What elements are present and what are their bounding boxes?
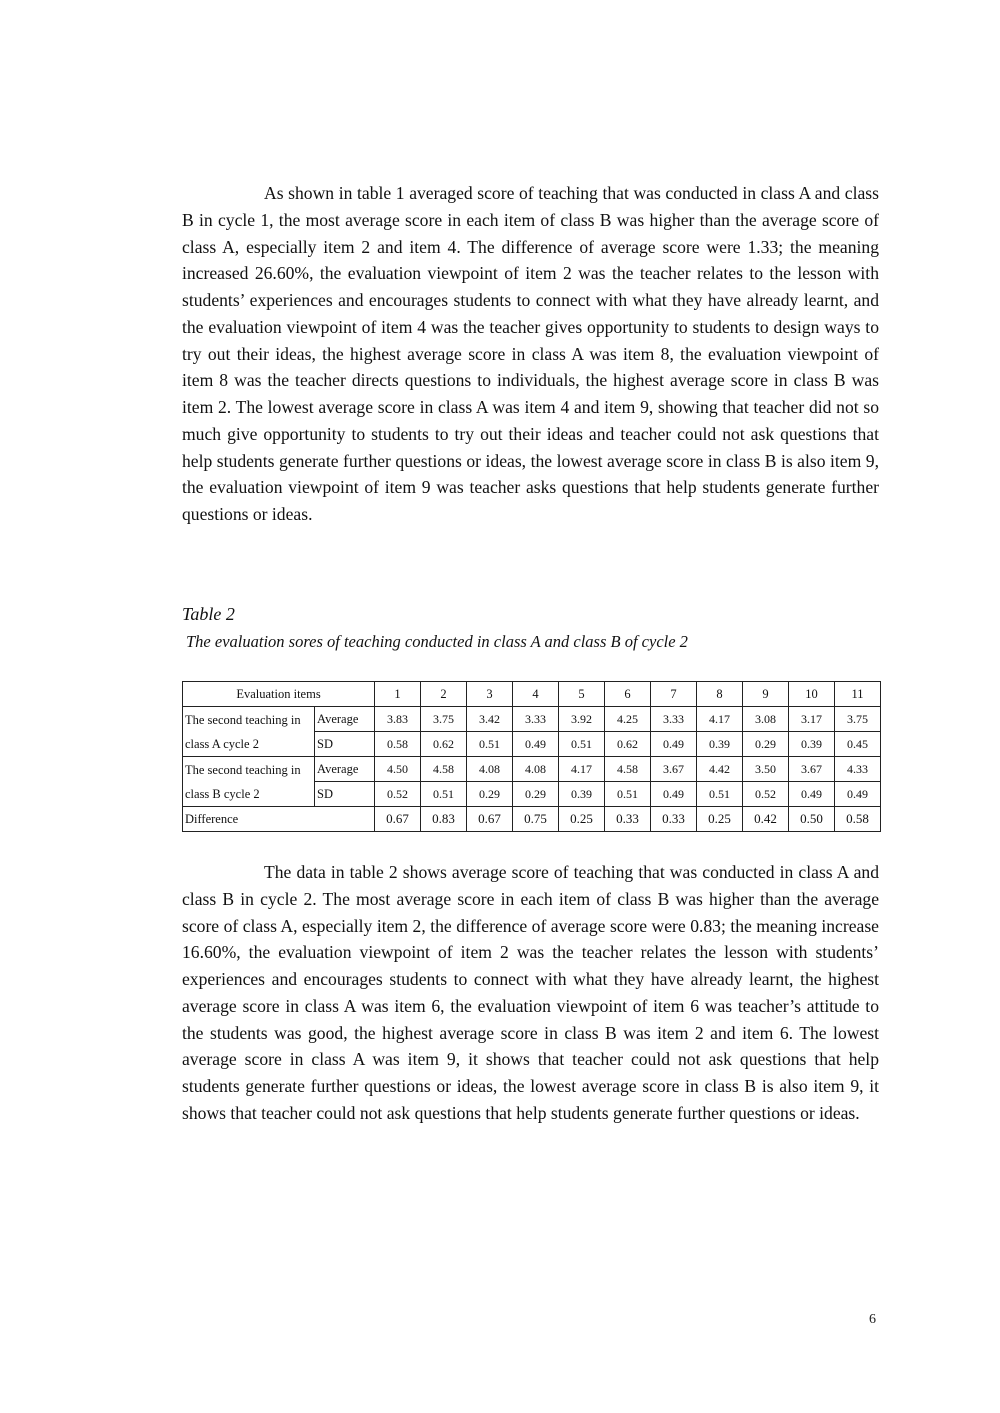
score-cell: 3.67 <box>789 757 835 782</box>
score-cell: 0.52 <box>743 782 789 807</box>
stat-label: Average <box>315 757 375 782</box>
body-paragraph-2: The data in table 2 shows average score of teaching that was conducted in class A and class B in cycle 2. The most average score in each item of class B was higher than the average score of class A, especially item 2, the difference of average score were 0.83; the meaning increase 16.60%, the evaluation viewpoint of item 2 was the teacher relates the lesson with students’ experiences and encourages students to connect with what they have already learnt, the highest average score in class A was item 6, the evaluation viewpoint of item 6 was teacher’s attitude to the students was good, the highest average score in class B was item 2 and item 6. The lowest average score in class A was item 9, it shows that teacher could not ask questions that help students generate further questions or ideas, the lowest average score in class B is also item 9, it shows that teacher could not ask questions that help students generate further questions or ideas. <box>182 862 879 1123</box>
score-cell: 4.25 <box>605 707 651 732</box>
table-title: The evaluation sores of teaching conducted in class A and class B of cycle 2 <box>186 632 688 651</box>
difference-cell: 0.33 <box>651 807 697 832</box>
score-cell: 0.29 <box>743 732 789 757</box>
score-cell: 0.51 <box>559 732 605 757</box>
stat-label: Average <box>315 707 375 732</box>
score-cell: 4.33 <box>835 757 881 782</box>
score-cell: 0.49 <box>835 782 881 807</box>
item-header: 2 <box>421 682 467 707</box>
difference-cell: 0.33 <box>605 807 651 832</box>
difference-cell: 0.25 <box>559 807 605 832</box>
score-cell: 0.49 <box>651 732 697 757</box>
item-header: 5 <box>559 682 605 707</box>
difference-cell: 0.75 <box>513 807 559 832</box>
score-cell: 3.33 <box>651 707 697 732</box>
group-label: The second teaching in class A cycle 2 <box>183 707 315 757</box>
score-cell: 0.51 <box>605 782 651 807</box>
score-cell: 3.92 <box>559 707 605 732</box>
score-cell: 0.51 <box>467 732 513 757</box>
score-cell: 0.49 <box>651 782 697 807</box>
page-number: 6 <box>869 1312 876 1327</box>
score-cell: 3.50 <box>743 757 789 782</box>
score-cell: 3.42 <box>467 707 513 732</box>
table-body <box>183 682 881 832</box>
difference-cell: 0.50 <box>789 807 835 832</box>
difference-cell: 0.67 <box>375 807 421 832</box>
score-cell: 3.08 <box>743 707 789 732</box>
table-row <box>183 757 881 782</box>
difference-cell: 0.67 <box>467 807 513 832</box>
score-cell: 3.17 <box>789 707 835 732</box>
score-cell: 0.62 <box>605 732 651 757</box>
item-header: 7 <box>651 682 697 707</box>
score-cell: 0.52 <box>375 782 421 807</box>
score-cell: 4.17 <box>559 757 605 782</box>
score-cell: 0.39 <box>789 732 835 757</box>
item-header: 10 <box>789 682 835 707</box>
table-row <box>183 707 881 732</box>
score-cell: 3.83 <box>375 707 421 732</box>
score-cell: 0.49 <box>789 782 835 807</box>
difference-label: Difference <box>183 807 375 832</box>
score-cell: 3.33 <box>513 707 559 732</box>
difference-cell: 0.83 <box>421 807 467 832</box>
evaluation-scores-table <box>182 681 881 832</box>
item-header: 11 <box>835 682 881 707</box>
score-cell: 4.58 <box>421 757 467 782</box>
stat-label: SD <box>315 782 375 807</box>
item-header: 4 <box>513 682 559 707</box>
score-cell: 0.39 <box>697 732 743 757</box>
body-paragraph-1: As shown in table 1 averaged score of teaching that was conducted in class A and class B in cycle 1, the most average score in each item of class B was higher than the average score of class A, especially item 2 and item 4. The difference of average score were 1.33; the meaning increased 26.60%, the evaluation viewpoint of item 2 was the teacher relates to the lesson with students’ experiences and encourages students to connect with what they have already learnt, and the evaluation viewpoint of item 4 was the teacher gives opportunity to students to design ways to try out their ideas, the highest average score in class A was item 8, the evaluation viewpoint of item 8 was the teacher directs questions to individuals, the highest average score in class B was item 2. The lowest average score in class A was item 4 and item 9, showing that teacher did not so much give opportunity to students to try out their ideas and teacher could not ask questions that help students generate further questions or ideas, the lowest average score in class B is also item 9, the evaluation viewpoint of item 9 was teacher asks questions that help students generate further questions or ideas. <box>182 183 879 524</box>
difference-row <box>183 807 881 832</box>
score-cell: 3.75 <box>421 707 467 732</box>
score-cell: 0.51 <box>697 782 743 807</box>
table-header-row <box>183 682 881 707</box>
item-header: 1 <box>375 682 421 707</box>
score-cell: 0.62 <box>421 732 467 757</box>
score-cell: 0.29 <box>467 782 513 807</box>
score-cell: 4.50 <box>375 757 421 782</box>
score-cell: 4.08 <box>513 757 559 782</box>
score-cell: 0.49 <box>513 732 559 757</box>
score-cell: 4.17 <box>697 707 743 732</box>
table-label: Table 2 <box>182 604 235 624</box>
score-cell: 0.51 <box>421 782 467 807</box>
score-cell: 3.75 <box>835 707 881 732</box>
difference-cell: 0.25 <box>697 807 743 832</box>
item-header: 9 <box>743 682 789 707</box>
score-cell: 4.42 <box>697 757 743 782</box>
score-cell: 0.29 <box>513 782 559 807</box>
score-cell: 0.39 <box>559 782 605 807</box>
score-cell: 4.58 <box>605 757 651 782</box>
score-cell: 0.58 <box>375 732 421 757</box>
item-header: 8 <box>697 682 743 707</box>
difference-cell: 0.58 <box>835 807 881 832</box>
difference-cell: 0.42 <box>743 807 789 832</box>
group-label: The second teaching in class B cycle 2 <box>183 757 315 807</box>
stat-label: SD <box>315 732 375 757</box>
item-header: 3 <box>467 682 513 707</box>
item-header: 6 <box>605 682 651 707</box>
score-cell: 3.67 <box>651 757 697 782</box>
score-cell: 0.45 <box>835 732 881 757</box>
score-cell: 4.08 <box>467 757 513 782</box>
header-evaluation-items: Evaluation items <box>183 682 375 707</box>
